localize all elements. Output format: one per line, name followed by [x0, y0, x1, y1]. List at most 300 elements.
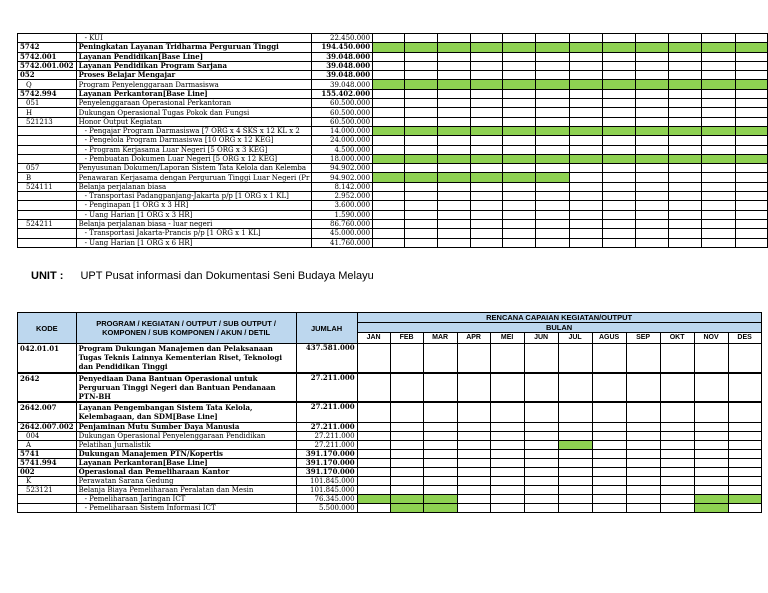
row-amount: 391.170.000	[296, 459, 357, 468]
budget-table-top	[17, 33, 768, 248]
month-cell-nov	[702, 219, 735, 228]
month-cell-jul	[569, 117, 602, 126]
month-cell-jul	[569, 229, 602, 238]
table-row	[18, 80, 768, 89]
month-cell-jun	[524, 374, 558, 402]
month-cell-des	[735, 238, 767, 247]
month-cell-jan	[373, 34, 405, 43]
row-description: - Transportasi Jakarta-Prancis p/p [1 ORG x 1 KL]	[76, 229, 312, 238]
month-cell-mei	[503, 210, 536, 219]
month-header-jun: JUN	[524, 333, 558, 344]
month-cell-jul	[569, 182, 602, 191]
month-header-feb: FEB	[390, 333, 423, 344]
table-row	[18, 450, 762, 459]
month-cell-agus	[602, 61, 635, 70]
month-cell-des	[728, 441, 761, 450]
row-code: H	[18, 108, 77, 117]
month-cell-jan	[373, 145, 405, 154]
month-cell-jul	[569, 164, 602, 173]
month-cell-feb	[405, 229, 437, 238]
month-cell-agus	[592, 432, 626, 441]
month-cell-agus	[592, 477, 626, 486]
table-row	[18, 192, 768, 201]
month-header-jan: JAN	[357, 333, 390, 344]
month-cell-mei	[490, 477, 524, 486]
month-cell-mar	[437, 136, 470, 145]
month-cell-mar	[423, 477, 457, 486]
month-cell-sep	[635, 80, 668, 89]
month-cell-mei	[503, 108, 536, 117]
month-cell-mei	[503, 117, 536, 126]
month-cell-sep	[635, 126, 668, 135]
month-cell-apr	[470, 117, 502, 126]
row-amount: 391.170.000	[296, 468, 357, 477]
month-cell-sep	[635, 173, 668, 182]
row-code: 524111	[18, 182, 77, 191]
row-code: 2642.007	[18, 403, 77, 423]
month-cell-apr	[470, 192, 502, 201]
month-cell-mar	[437, 117, 470, 126]
month-cell-sep	[626, 459, 660, 468]
month-cell-feb	[405, 43, 437, 52]
month-cell-mar	[437, 238, 470, 247]
row-amount: 27.211.000	[296, 374, 357, 402]
month-cell-jun	[536, 154, 569, 163]
month-cell-nov	[702, 43, 735, 52]
kode-header: KODE	[18, 313, 77, 344]
month-cell-apr	[470, 164, 502, 173]
month-cell-mar	[437, 71, 470, 80]
row-amount: 41.760.000	[312, 238, 373, 247]
month-cell-sep	[635, 52, 668, 61]
month-cell-jun	[536, 61, 569, 70]
month-cell-nov	[694, 459, 728, 468]
month-cell-apr	[457, 374, 490, 402]
month-cell-okt	[669, 192, 702, 201]
row-description: Belanja perjalanan biasa - luar negeri	[76, 219, 312, 228]
month-cell-agus	[602, 126, 635, 135]
month-header-nov: NOV	[694, 333, 728, 344]
table-row	[18, 99, 768, 108]
table-row	[18, 89, 768, 98]
month-cell-jun	[524, 459, 558, 468]
month-cell-mar	[437, 229, 470, 238]
month-cell-agus	[602, 173, 635, 182]
month-cell-agus	[602, 108, 635, 117]
row-code: A	[18, 441, 77, 450]
month-cell-jan	[373, 238, 405, 247]
month-cell-feb	[405, 173, 437, 182]
month-cell-sep	[635, 210, 668, 219]
month-cell-mei	[503, 219, 536, 228]
row-amount: 18.000.000	[312, 154, 373, 163]
month-cell-mei	[503, 71, 536, 80]
month-cell-des	[735, 126, 767, 135]
month-cell-agus	[592, 504, 626, 513]
month-cell-jul	[558, 450, 592, 459]
row-code: 057	[18, 164, 77, 173]
header-row	[18, 313, 762, 323]
row-code: 5742.994	[18, 89, 77, 98]
month-cell-jul	[569, 201, 602, 210]
month-cell-jun	[524, 450, 558, 459]
month-cell-mar	[437, 154, 470, 163]
row-code	[18, 201, 77, 210]
month-cell-okt	[669, 61, 702, 70]
row-code	[18, 34, 77, 43]
month-cell-sep	[635, 219, 668, 228]
month-cell-nov	[702, 89, 735, 98]
month-cell-sep	[626, 504, 660, 513]
row-code	[18, 238, 77, 247]
month-cell-apr	[470, 154, 502, 163]
month-cell-jun	[524, 441, 558, 450]
month-cell-okt	[669, 145, 702, 154]
table-row	[18, 126, 768, 135]
month-cell-jul	[569, 136, 602, 145]
month-cell-mei	[503, 229, 536, 238]
month-cell-feb	[390, 450, 423, 459]
month-cell-nov	[702, 164, 735, 173]
month-cell-jun	[536, 229, 569, 238]
month-cell-apr	[457, 495, 490, 504]
month-cell-jun	[536, 136, 569, 145]
month-cell-mar	[437, 182, 470, 191]
month-cell-jun	[536, 192, 569, 201]
bulan-header: BULAN	[357, 323, 761, 333]
month-cell-feb	[390, 477, 423, 486]
table-row	[18, 164, 768, 173]
month-cell-agus	[602, 80, 635, 89]
month-cell-des	[728, 432, 761, 441]
month-cell-apr	[470, 43, 502, 52]
month-cell-okt	[660, 477, 694, 486]
month-cell-okt	[669, 99, 702, 108]
month-cell-des	[735, 164, 767, 173]
month-cell-mei	[490, 468, 524, 477]
month-cell-jul	[569, 192, 602, 201]
month-cell-sep	[626, 468, 660, 477]
month-cell-agus	[602, 229, 635, 238]
month-cell-nov	[694, 403, 728, 423]
month-cell-mar	[437, 108, 470, 117]
month-cell-jul	[569, 108, 602, 117]
month-cell-des	[735, 80, 767, 89]
month-cell-mei	[490, 441, 524, 450]
month-cell-mar	[423, 432, 457, 441]
program-header: PROGRAM / KEGIATAN / OUTPUT / SUB OUTPUT / KOMPONEN / SUB KOMPONEN / AKUN / DETIL	[76, 313, 296, 344]
row-amount: 101.845.000	[296, 486, 357, 495]
month-cell-nov	[694, 495, 728, 504]
month-cell-jul	[569, 173, 602, 182]
month-cell-des	[735, 61, 767, 70]
month-cell-des	[735, 219, 767, 228]
month-cell-jun	[536, 173, 569, 182]
row-code: 002	[18, 468, 77, 477]
month-cell-des	[728, 477, 761, 486]
month-cell-jun	[536, 210, 569, 219]
month-cell-apr	[457, 432, 490, 441]
month-cell-des	[735, 99, 767, 108]
month-cell-jul	[558, 432, 592, 441]
row-amount: 8.142.000	[312, 182, 373, 191]
month-cell-mei	[490, 344, 524, 373]
month-cell-nov	[702, 71, 735, 80]
month-cell-agus	[592, 468, 626, 477]
budget-table-bottom	[17, 312, 762, 513]
row-description: Dukungan Operasional Penyelenggaraan Pendidikan	[76, 432, 296, 441]
month-cell-apr	[470, 173, 502, 182]
table-row	[18, 52, 768, 61]
month-cell-sep	[626, 403, 660, 423]
row-amount: 39.048.000	[312, 80, 373, 89]
row-amount: 27.211.000	[296, 423, 357, 432]
month-cell-jun	[536, 99, 569, 108]
row-amount: 391.170.000	[296, 450, 357, 459]
month-cell-jan	[357, 504, 390, 513]
month-cell-des	[728, 344, 761, 373]
month-cell-apr	[457, 450, 490, 459]
month-cell-nov	[694, 344, 728, 373]
month-cell-jun	[536, 201, 569, 210]
month-cell-des	[735, 136, 767, 145]
month-cell-apr	[470, 136, 502, 145]
month-cell-mar	[437, 201, 470, 210]
row-amount: 1.590.000	[312, 210, 373, 219]
month-cell-mar	[437, 99, 470, 108]
month-cell-nov	[694, 423, 728, 432]
unit-name: UPT Pusat informasi dan Dokumentasi Seni Budaya Melayu	[80, 270, 374, 282]
month-cell-nov	[702, 201, 735, 210]
month-cell-des	[728, 459, 761, 468]
month-cell-sep	[626, 486, 660, 495]
month-cell-des	[735, 34, 767, 43]
month-cell-des	[735, 154, 767, 163]
month-cell-nov	[694, 441, 728, 450]
month-cell-sep	[635, 229, 668, 238]
row-description: Layanan Perkantoran[Base Line]	[76, 89, 312, 98]
row-code: 052	[18, 71, 77, 80]
row-description: - Pemeliharaan Sistem Informasi ICT	[76, 504, 296, 513]
month-cell-des	[728, 468, 761, 477]
month-cell-mar	[437, 219, 470, 228]
month-cell-jan	[357, 450, 390, 459]
month-cell-mar	[423, 450, 457, 459]
month-cell-jan	[357, 403, 390, 423]
table-row	[18, 173, 768, 182]
month-cell-jun	[524, 423, 558, 432]
month-cell-jan	[373, 99, 405, 108]
month-cell-des	[735, 210, 767, 219]
row-amount: 27.211.000	[296, 441, 357, 450]
month-cell-agus	[602, 117, 635, 126]
month-cell-nov	[702, 117, 735, 126]
month-cell-nov	[694, 504, 728, 513]
month-cell-feb	[405, 80, 437, 89]
month-cell-jun	[536, 182, 569, 191]
table-row	[18, 43, 768, 52]
month-cell-des	[728, 495, 761, 504]
month-cell-okt	[669, 43, 702, 52]
unit-heading	[31, 270, 374, 282]
month-cell-okt	[669, 117, 702, 126]
month-header-jul: JUL	[558, 333, 592, 344]
month-cell-mei	[503, 126, 536, 135]
month-cell-sep	[626, 450, 660, 459]
month-cell-feb	[405, 164, 437, 173]
month-cell-nov	[694, 477, 728, 486]
table-row	[18, 459, 762, 468]
month-cell-okt	[669, 126, 702, 135]
month-cell-jul	[569, 43, 602, 52]
month-cell-mei	[503, 136, 536, 145]
month-cell-apr	[470, 108, 502, 117]
month-cell-apr	[470, 182, 502, 191]
month-cell-mei	[490, 504, 524, 513]
row-description: - Pemeliharaan Jaringan ICT	[76, 495, 296, 504]
month-cell-agus	[602, 52, 635, 61]
month-cell-mei	[503, 99, 536, 108]
row-amount: 45.000.000	[312, 229, 373, 238]
row-amount: 60.500.000	[312, 108, 373, 117]
month-cell-nov	[702, 99, 735, 108]
month-cell-agus	[602, 154, 635, 163]
row-description: Penyelenggaraan Operasional Perkantoran	[76, 99, 312, 108]
month-cell-jun	[524, 344, 558, 373]
month-cell-des	[728, 504, 761, 513]
month-cell-nov	[702, 136, 735, 145]
month-cell-apr	[470, 126, 502, 135]
month-cell-apr	[457, 459, 490, 468]
month-cell-mar	[437, 210, 470, 219]
row-amount: 60.500.000	[312, 117, 373, 126]
month-cell-feb	[390, 486, 423, 495]
row-description: Penawaran Kerjasama dengan Perguruan Tinggi Luar Negeri (Pr	[76, 173, 312, 182]
month-cell-apr	[470, 238, 502, 247]
month-cell-sep	[635, 154, 668, 163]
month-cell-feb	[405, 210, 437, 219]
month-cell-mei	[503, 89, 536, 98]
row-amount: 22.450.000	[312, 34, 373, 43]
month-cell-feb	[390, 504, 423, 513]
row-amount: 194.450.000	[312, 43, 373, 52]
row-code: 5741	[18, 450, 77, 459]
table-row	[18, 154, 768, 163]
month-cell-jan	[373, 201, 405, 210]
month-cell-feb	[390, 403, 423, 423]
month-cell-sep	[635, 136, 668, 145]
row-code: 523121	[18, 486, 77, 495]
month-cell-sep	[635, 238, 668, 247]
month-cell-nov	[702, 238, 735, 247]
table-row	[18, 477, 762, 486]
month-cell-apr	[470, 201, 502, 210]
month-cell-apr	[457, 344, 490, 373]
month-cell-feb	[405, 219, 437, 228]
month-cell-jul	[569, 219, 602, 228]
table-row	[18, 210, 768, 219]
month-cell-jul	[569, 89, 602, 98]
month-cell-agus	[602, 89, 635, 98]
row-amount: 5.500.000	[296, 504, 357, 513]
month-cell-okt	[660, 374, 694, 402]
month-cell-jun	[536, 164, 569, 173]
row-description: - KUI	[76, 34, 312, 43]
month-cell-jan	[373, 182, 405, 191]
month-cell-jun	[524, 468, 558, 477]
unit-label: UNIT :	[31, 270, 64, 282]
month-cell-jul	[558, 374, 592, 402]
row-amount: 437.581.000	[296, 344, 357, 373]
month-cell-jan	[357, 374, 390, 402]
month-cell-mei	[503, 61, 536, 70]
month-cell-mei	[503, 192, 536, 201]
month-cell-jul	[569, 154, 602, 163]
month-cell-jan	[373, 154, 405, 163]
month-cell-nov	[702, 182, 735, 191]
month-cell-des	[735, 108, 767, 117]
month-cell-jun	[536, 126, 569, 135]
row-description: - Program Kerjasama Luar Negeri [5 ORG x 3 KEG]	[76, 145, 312, 154]
row-amount: 155.402.000	[312, 89, 373, 98]
month-cell-jan	[373, 136, 405, 145]
month-cell-nov	[694, 374, 728, 402]
month-cell-jun	[524, 504, 558, 513]
row-description: - Uang Harian [1 ORG x 3 HR]	[76, 210, 312, 219]
month-cell-apr	[470, 80, 502, 89]
table-row	[18, 136, 768, 145]
month-cell-mar	[423, 495, 457, 504]
month-cell-nov	[702, 34, 735, 43]
month-cell-nov	[702, 61, 735, 70]
month-cell-sep	[635, 61, 668, 70]
month-cell-nov	[702, 173, 735, 182]
month-cell-nov	[702, 126, 735, 135]
month-cell-mar	[423, 441, 457, 450]
table-row	[18, 201, 768, 210]
row-code: 042.01.01	[18, 344, 77, 373]
month-cell-jan	[373, 52, 405, 61]
row-amount: 3.600.000	[312, 201, 373, 210]
table-row	[18, 432, 762, 441]
month-cell-feb	[405, 71, 437, 80]
row-code: Q	[18, 80, 77, 89]
row-amount: 4.500.000	[312, 145, 373, 154]
month-cell-jan	[373, 164, 405, 173]
row-amount: 94.902.000	[312, 173, 373, 182]
month-cell-jul	[569, 238, 602, 247]
row-amount: 27.211.000	[296, 432, 357, 441]
month-cell-mar	[437, 192, 470, 201]
month-cell-agus	[602, 164, 635, 173]
month-cell-mei	[490, 459, 524, 468]
month-cell-okt	[660, 450, 694, 459]
month-cell-jun	[524, 477, 558, 486]
month-cell-feb	[405, 89, 437, 98]
row-description: Belanja Biaya Pemeliharaan Peralatan dan Mesin	[76, 486, 296, 495]
month-cell-mei	[503, 52, 536, 61]
month-cell-jan	[357, 423, 390, 432]
month-cell-jun	[524, 486, 558, 495]
table-row	[18, 61, 768, 70]
row-description: Program Penyelenggaraan Darmasiswa	[76, 80, 312, 89]
month-cell-nov	[702, 210, 735, 219]
month-cell-jan	[357, 495, 390, 504]
month-cell-mar	[437, 52, 470, 61]
row-description: Perawatan Sarana Gedung	[76, 477, 296, 486]
month-cell-mar	[423, 344, 457, 373]
row-description: - Pembuatan Dokumen Luar Negeri [5 ORG x 12 KEG]	[76, 154, 312, 163]
